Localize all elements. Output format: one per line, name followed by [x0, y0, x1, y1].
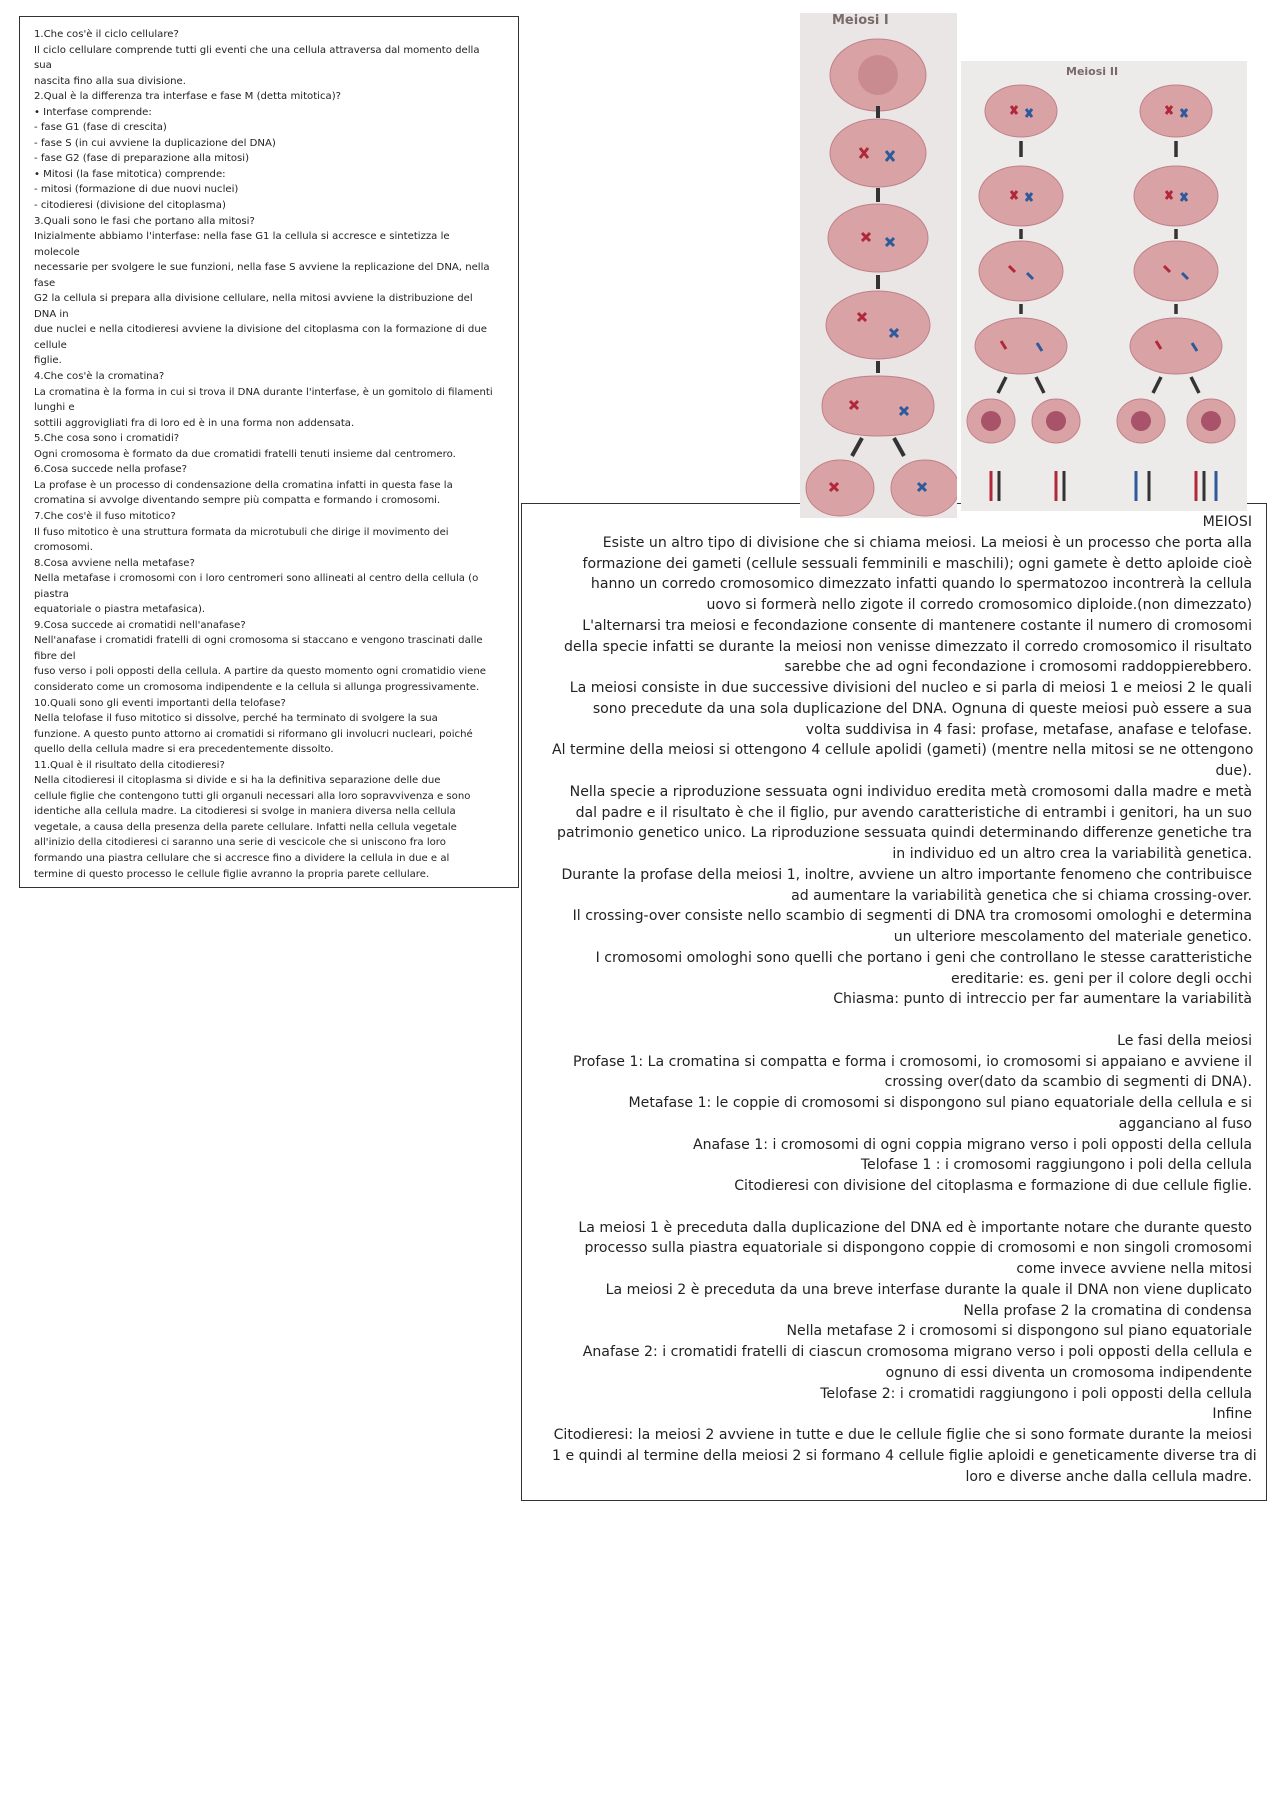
text-line: DNA in: [34, 308, 69, 320]
text-line: I cromosomi omologhi sono quelli che portano i geni che controllano le stesse caratteristiche: [595, 949, 1252, 966]
text-line: La cromatina è la forma in cui si trova il DNA durante l'interfase, è un gomitolo di filamenti: [34, 386, 493, 398]
text-line: hanno un corredo cromosomico dimezzato infatti quando lo spermatozoo incontrerà la cellula: [590, 576, 1252, 593]
text-line: Nella specie a riproduzione sessuata ogni individuo eredita metà cromosomi dalla madre e metà: [569, 783, 1252, 800]
text-line: figlie.: [34, 355, 62, 367]
text-line: considerato come un cromosoma indipendente e la cellula si allunga progressivamente.: [34, 681, 480, 693]
text-line: formazione dei gameti (cellule sessuali femminili e maschili); ogni gamete è detto aploide cioè: [582, 555, 1252, 572]
text-line: come invece avviene nella mitosi: [1016, 1261, 1252, 1277]
text-line: Esiste un altro tipo di divisione che si chiama meiosi. La meiosi è un processo che porta alla: [602, 534, 1252, 551]
text-line: cellule: [34, 339, 67, 351]
text-line: Chiasma: punto di intreccio per far aumentare la variabilità: [833, 991, 1252, 1008]
text-line: Citodieresi: la meiosi 2 avviene in tutte e due le cellule figlie che si sono formate durante la meiosi: [553, 1427, 1252, 1443]
text-line: un ulteriore mescolamento del materiale genetico.: [893, 929, 1252, 945]
text-line: - mitosi (formazione di due nuovi nuclei): [34, 184, 239, 196]
text-line: quello della cellula madre si era precedentemente dissolto.: [34, 744, 334, 756]
meiosi-2-figure: [961, 61, 1247, 511]
text-line: 1.Che cos'è il ciclo cellulare?: [34, 29, 179, 40]
text-line: sarebbe che ad ogni fecondazione i cromosomi raddoppierebbero.: [784, 659, 1252, 676]
text-line: Durante la profase della meiosi 1, inoltre, avviene un altro importante fenomeno che contribuisce: [561, 866, 1252, 883]
text-line: crossing over(dato da scambio di segmenti di DNA).: [884, 1074, 1252, 1091]
meiosi-1-figure: [800, 13, 957, 518]
text-line: Nella metafase 2 i cromosomi si dispongono sul piano equatoriale: [786, 1323, 1252, 1340]
text-line: La meiosi 2 è preceduta da una breve interfase durante la quale il DNA non viene duplicato: [605, 1281, 1252, 1298]
text-line: volta suddivisa in 4 fasi: profase, metafase, anafase e telofase.: [805, 721, 1252, 738]
meiosi-text-box: [521, 503, 1267, 1501]
text-line: Anafase 2: i cromatidi fratelli di ciascun cromosoma migrano verso i poli opposti della cellula e: [582, 1344, 1252, 1360]
text-line: agganciano al fuso: [1118, 1115, 1252, 1132]
meiosi-2-illustration: [961, 61, 1247, 511]
text-line: due).: [1215, 763, 1252, 779]
text-line: sono precedute da una sola duplicazione del DNA. Ognuna di queste meiosi può essere a sua: [592, 700, 1252, 717]
text-line: Metafase 1: le coppie di cromosomi si dispongono sul piano equatoriale della cellula e si: [628, 1095, 1252, 1111]
text-line: La meiosi consiste in due successive divisioni del nucleo e si parla di meiosi 1 e meiosi 2 le quali: [569, 680, 1252, 696]
text-line: Profase 1: La cromatina si compatta e forma i cromosomi, io cromosomi si appaiano e avviene il: [573, 1053, 1252, 1070]
text-line: piastra: [34, 588, 69, 600]
text-line: Telofase 2: i cromatidi raggiungono i poli opposti della cellula: [820, 1385, 1252, 1402]
text-line: fuso verso i poli opposti della cellula. A partire da questo momento ogni cromatidio viene: [34, 666, 486, 678]
text-line: necessarie per svolgere le sue funzioni, nella fase S avviene la replicazione del DNA, nella: [34, 262, 490, 274]
text-line: G2 la cellula si prepara alla divisione cellulare, nella mitosi avviene la distribuzione del: [34, 293, 473, 305]
text-line: formando una piastra cellulare che si accresce fino a dividere la cellula in due e al: [34, 852, 450, 864]
text-line: Inizialmente abbiamo l'interfase: nella fase G1 la cellula si accresce e sintetizza le: [34, 231, 450, 243]
text-line: Al termine della meiosi si ottengono 4 cellule apolidi (gameti) (mentre nella mitosi se ne ottengono: [552, 742, 1254, 759]
text-line: identiche alla cellula madre. La citodieresi si svolge in maniera diversa nella cellula: [34, 806, 456, 818]
text-line: 4.Che cos'è la cromatina?: [34, 371, 165, 383]
text-line: cromosomi.: [34, 542, 93, 554]
text-line: 3.Quali sono le fasi che portano alla mitosi?: [34, 215, 255, 227]
text-line: nascita fino alla sua divisione.: [34, 75, 186, 87]
text-line: [552, 1010, 1252, 1031]
text-line: funzione. A questo punto attorno ai cromatidi si riformano gli involucri nucleari, poiché: [34, 728, 473, 740]
text-line: in individuo ed un altro crea la variabilità genetica.: [892, 846, 1252, 862]
text-line: loro e diverse anche dalla cellula madre.: [965, 1468, 1252, 1485]
text-line: ad aumentare la variabilità genetica che si chiama crossing-over.: [791, 887, 1252, 904]
text-line: lunghi e: [34, 402, 75, 414]
text-line: fibre del: [34, 650, 76, 662]
text-line: Telofase 1 : i cromosomi raggiungono i poli della cellula: [860, 1157, 1252, 1174]
text-line: • Interfase comprende:: [34, 106, 152, 118]
text-line: cromatina si avvolge diventando sempre più compatta e formando i cromosomi.: [34, 495, 441, 507]
text-line: termine di questo processo le cellule figlie avranno la propria parete cellulare.: [34, 868, 430, 880]
text-line: Ogni cromosoma è formato da due cromatidi fratelli tenuti insieme dal centromero.: [34, 448, 456, 460]
text-line: Anafase 1: i cromosomi di ogni coppia migrano verso i poli opposti della cellula: [692, 1136, 1252, 1153]
meiosi-2-title: Meiosi II: [1066, 65, 1119, 78]
meiosi-1-title: Meiosi I: [832, 13, 889, 28]
meiosi-1-illustration: [800, 13, 957, 518]
text-line: [552, 1197, 1252, 1218]
text-line: molecole: [34, 246, 80, 258]
text-line: Nella telofase il fuso mitotico si dissolve, perché ha terminato di svolgere la sua: [34, 713, 438, 725]
text-line: processo sulla piastra equatoriale si dispongono coppie di cromosomi e non singoli cromosomi: [584, 1240, 1252, 1257]
text-line: 7.Che cos'è il fuso mitotico?: [34, 510, 176, 522]
text-line: - citodieresi (divisione del citoplasma): [34, 200, 226, 212]
text-line: Il fuso mitotico è una struttura formata da microtubuli che dirige il movimento dei: [34, 526, 449, 538]
text-line: equatoriale o piastra metafasica).: [34, 604, 206, 616]
text-line: Le fasi della meiosi: [1117, 1032, 1252, 1049]
text-line: - fase S (in cui avviene la duplicazione del DNA): [34, 137, 276, 149]
text-line: 11.Qual è il risultato della citodieresi?: [34, 759, 225, 771]
text-line: 6.Cosa succede nella profase?: [34, 464, 187, 476]
text-line: La profase è un processo di condensazione della cromatina infatti in questa fase la: [34, 479, 453, 491]
text-line: sua: [34, 60, 52, 72]
text-line: - fase G1 (fase di crescita): [34, 122, 167, 134]
text-line: La meiosi 1 è preceduta dalla duplicazione del DNA ed è importante notare che durante questo: [578, 1219, 1252, 1236]
text-line: L'alternarsi tra meiosi e fecondazione consente di mantenere costante il numero di cromosomi: [582, 617, 1252, 634]
text-line: vegetale, a causa della presenza della parete cellulare. Infatti nella cellula vegetale: [34, 821, 457, 833]
text-line: sottili aggrovigliati fra di loro ed è in una forma non addensata.: [34, 417, 355, 429]
text-line: dal padre e il risultato è che il figlio, pur avendo caratteristiche di entrambi i genitori, ha un suo: [575, 804, 1252, 821]
questions-text-box: [19, 16, 519, 888]
text-line: 1 e quindi al termine della meiosi 2 si formano 4 cellule figlie aploidi e geneticamente diverse tra di: [552, 1447, 1257, 1464]
text-line: Infine: [1212, 1406, 1252, 1423]
text-line: uovo si formerà nello zigote il corredo cromosomico diploide.(non dimezzato): [706, 597, 1252, 613]
text-line: all'inizio della citodieresi ci saranno una serie di vescicole che si uniscono fra loro: [34, 837, 446, 849]
text-line: 5.Che cosa sono i cromatidi?: [34, 433, 180, 445]
text-line: MEIOSI: [1202, 514, 1252, 530]
text-line: Nella citodieresi il citoplasma si divide e si ha la definitiva separazione delle due: [34, 775, 441, 787]
text-line: cellule figlie che contengono tutti gli organuli necessari alla loro sopravvivenza e sono: [34, 790, 471, 802]
text-line: Il crossing-over consiste nello scambio di segmenti di DNA tra cromosomi omologhi e determina: [572, 908, 1252, 925]
text-line: della specie infatti se durante la meiosi non venisse dimezzato il corredo cromosomico il risultato: [564, 638, 1252, 655]
text-line: 10.Quali sono gli eventi importanti della telofase?: [34, 697, 286, 709]
text-line: Nella metafase i cromosomi con i loro centromeri sono allineati al centro della cellula (o: [34, 573, 479, 585]
text-line: 9.Cosa succede ai cromatidi nell'anafase?: [34, 619, 246, 631]
text-line: Nell'anafase i cromatidi fratelli di ogni cromosoma si staccano e vengono trascinati dalle: [34, 635, 483, 647]
text-line: 2.Qual è la differenza tra interfase e fase M (detta mitotica)?: [34, 91, 342, 103]
text-line: - fase G2 (fase di preparazione alla mitosi): [34, 153, 250, 165]
text-line: fase: [34, 277, 56, 289]
text-line: ereditarie: es. geni per il colore degli occhi: [951, 970, 1252, 987]
text-line: • Mitosi (la fase mitotica) comprende:: [34, 168, 226, 180]
text-line: 8.Cosa avviene nella metafase?: [34, 557, 195, 569]
text-line: due nuclei e nella citodieresi avviene la divisione del citoplasma con la formazione di due: [34, 324, 487, 336]
text-line: Il ciclo cellulare comprende tutti gli eventi che una cellula attraversa dal momento della: [34, 44, 480, 56]
text-line: ognuno di essi diventa un cromosoma indipendente: [885, 1364, 1252, 1381]
text-line: Nella profase 2 la cromatina di condensa: [963, 1302, 1252, 1319]
text-line: Citodieresi con divisione del citoplasma e formazione di due cellule figlie.: [734, 1178, 1252, 1194]
text-line: patrimonio genetico unico. La riproduzione sessuata quindi determinando differenze genetiche tra: [557, 825, 1252, 842]
